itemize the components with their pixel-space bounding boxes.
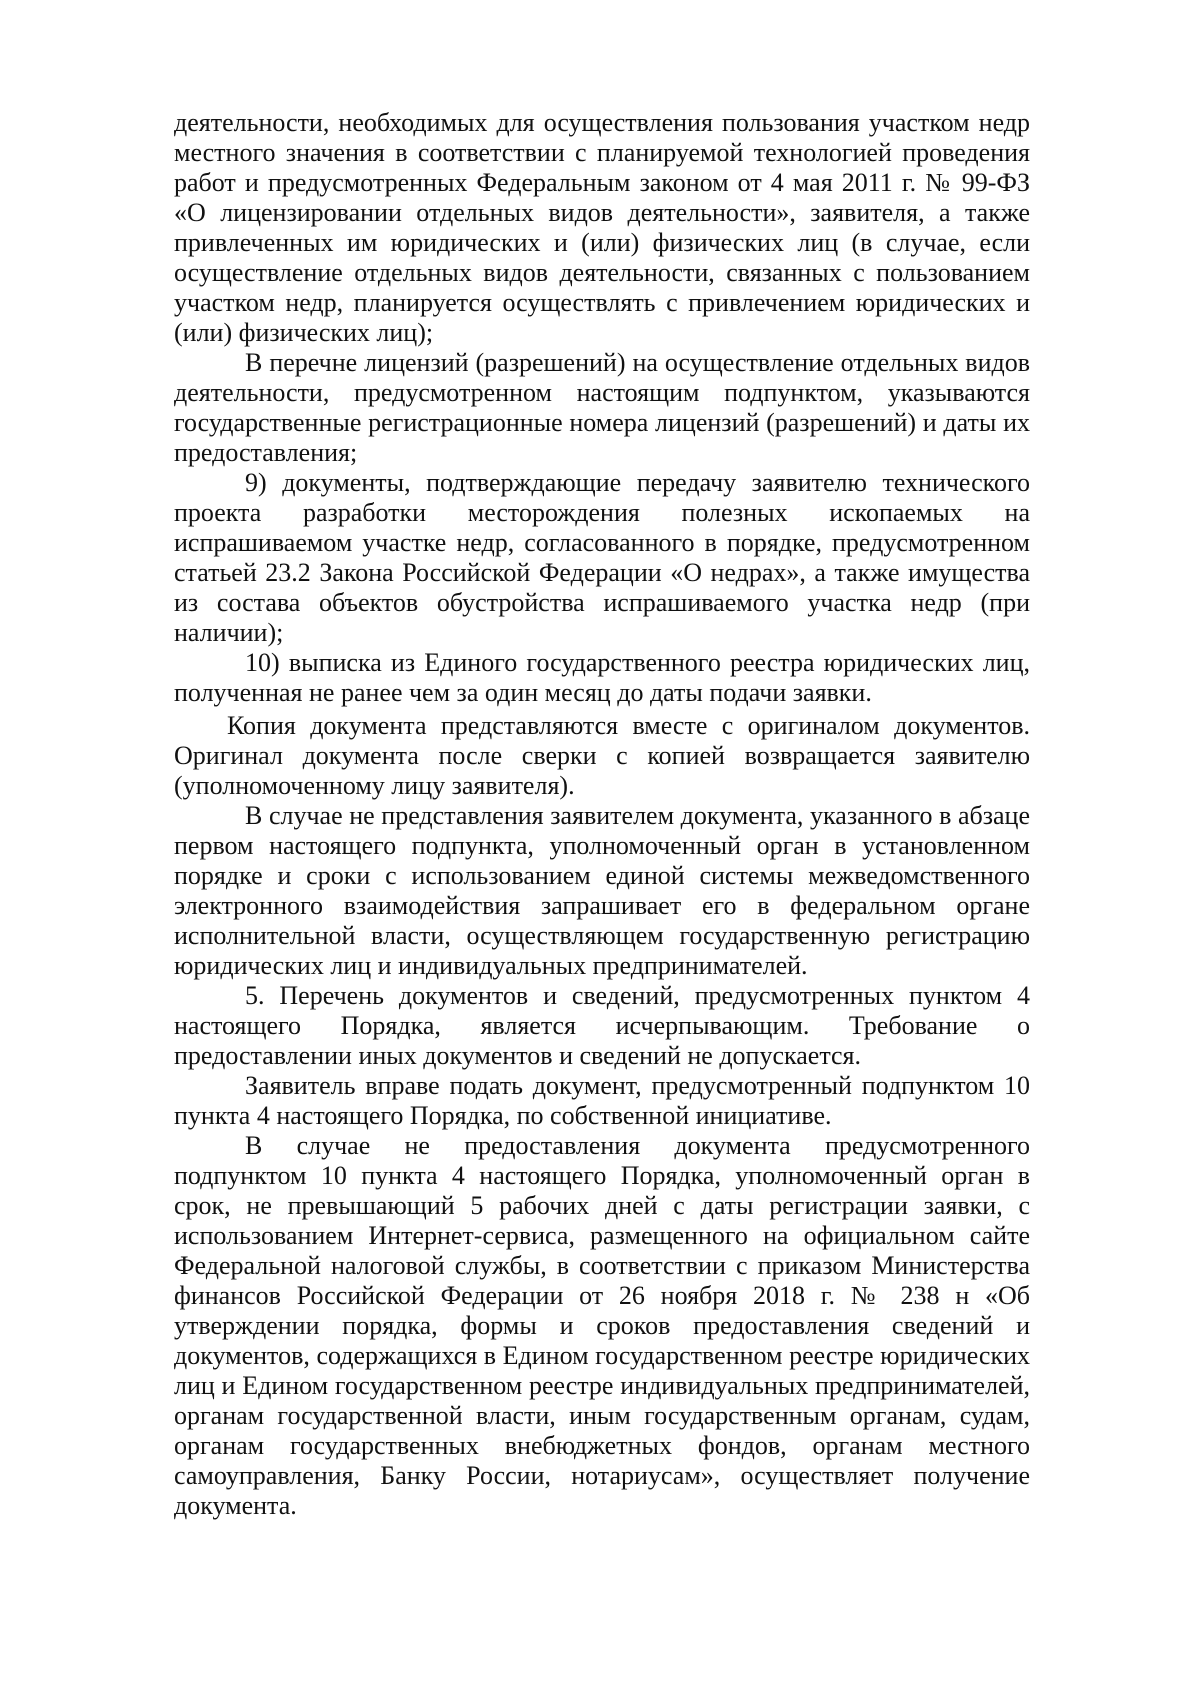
paragraph-copy-note: Копия документа представляются вместе с оригиналом документов. Оригинал документа после сверки с копией возвращается заявителю (уполномоченному лицу заявителя).: [174, 711, 1030, 800]
paragraph-interagency-request: В случае не представления заявителем документа, указанного в абзаце первом настоящего подпункта, уполномоченный орган в установленном порядке и сроки с использованием единой системы межведомственного электронного взаимодействия запрашивает его в федеральном органе исполнительной власти, осуществляющем государственную регистрацию юридических лиц и индивидуальных предпринимателей.: [174, 801, 1030, 980]
paragraph-section-5: 5. Перечень документов и сведений, предусмотренных пунктом 4 настоящего Порядка, является исчерпывающим. Требование о предоставлении иных документов и сведений не допускается.: [174, 981, 1030, 1070]
paragraph-item-9: 9) документы, подтверждающие передачу заявителю технического проекта разработки месторождения полезных ископаемых на испрашиваемом участке недр, согласованного в порядке, предусмотренном статьей 23.2 Закона Российской Федерации «О недрах», а также имущества из состава объектов обустройства испрашиваемого участка недр (при наличии);: [174, 468, 1030, 647]
paragraph-licenses-continuation: деятельности, необходимых для осуществления пользования участком недр местного значения в соответствии с планируемой технологией проведения работ и предусмотренных Федеральным законом от 4 мая 2011 г. № 99-ФЗ «О лицензировании отдельных видов деятельности», заявителя, а также привлеченных им юридических и (или) физических лиц (в случае, если осуществление отдельных видов деятельности, связанных с пользованием участком недр, планируется осуществлять с привлечением юридических и (или) физических лиц);: [174, 108, 1030, 347]
paragraph-item-10: 10) выписка из Единого государственного реестра юридических лиц, полученная не ранее чем за один месяц до даты подачи заявки.: [174, 648, 1030, 707]
paragraph-applicant-right: Заявитель вправе подать документ, предусмотренный подпунктом 10 пункта 4 настоящего Порядка, по собственной инициативе.: [174, 1071, 1030, 1130]
paragraph-license-list-note: В перечне лицензий (разрешений) на осуществление отдельных видов деятельности, предусмотренном настоящим подпунктом, указываются государственные регистрационные номера лицензий (разрешений) и даты их предоставления;: [174, 348, 1030, 467]
paragraph-tax-service-request: В случае не предоставления документа предусмотренного подпунктом 10 пункта 4 настоящего Порядка, уполномоченный орган в срок, не превышающий 5 рабочих дней с даты регистрации заявки, с использованием Интернет-сервиса, размещенного на официальном сайте Федеральной налоговой службы, в соответствии с приказом Министерства финансов Российской Федерации от 26 ноября 2018 г. № 238 н «Об утверждении порядка, формы и сроков предоставления сведений и документов, содержащихся в Едином государственном реестре юридических лиц и Едином государственном реестре индивидуальных предпринимателей, органам государственной власти, иным государственным органам, судам, органам государственных внебюджетных фондов, органам местного самоуправления, Банку России, нотариусам», осуществляет получение документа.: [174, 1131, 1030, 1520]
document-page: [174, 108, 1030, 1521]
